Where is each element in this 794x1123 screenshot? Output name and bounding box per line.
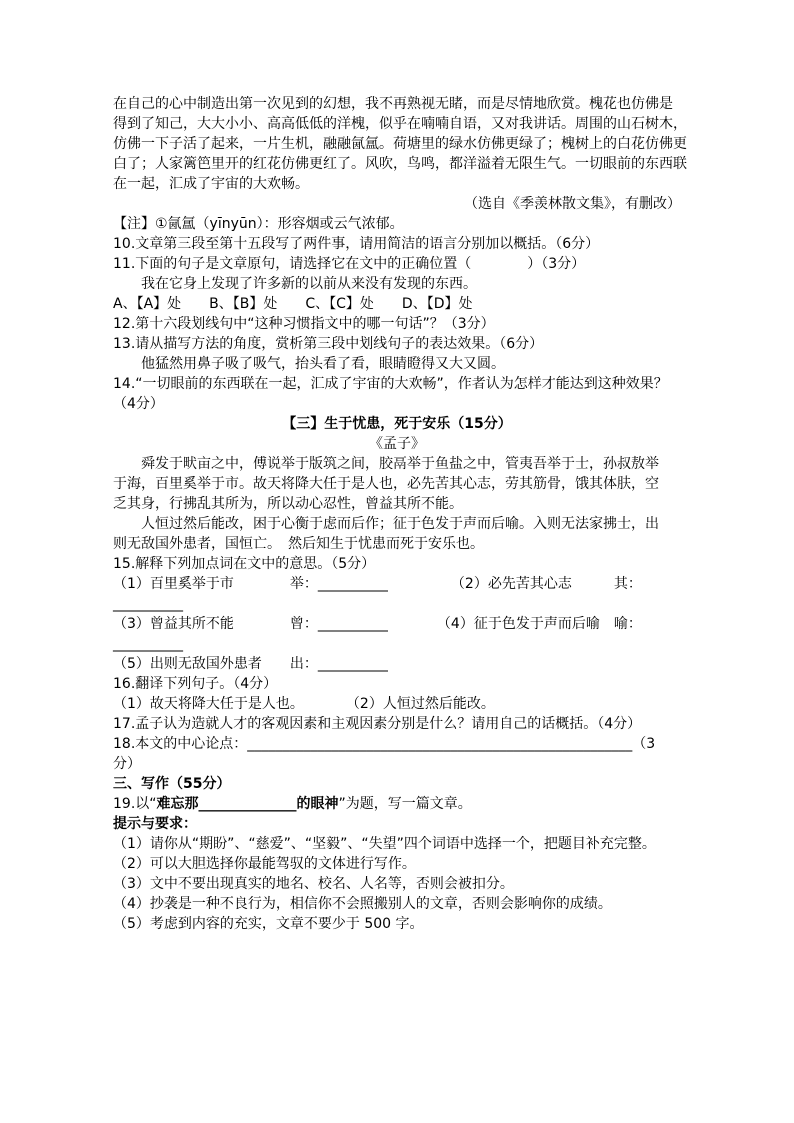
question-16-items: （1）故天将降大任于是人也。 （2）人恒过然后能改。: [113, 696, 495, 712]
answer-blank: __________: [113, 596, 183, 612]
hint-4: （4）抄袭是一种不良行为，相信你不会照搬别人的文章，否则会影响你的成绩。: [113, 896, 612, 912]
question-12: 12.第十六段划线句中“这种习惯指文中的哪一句话”？（3分）: [113, 316, 495, 332]
question-14: 14.“一切眼前的东西联在一起，汇成了宇宙的大欢畅”，作者认为怎样才能达到这种效果？: [113, 376, 668, 392]
passage-source-title: 《孟子》: [369, 436, 425, 452]
classical-passage-line: 则无敌国外患者，国恒亡。 然后知生于忧患而死于安乐也。: [113, 536, 484, 552]
passage-line: 白了；人家篱笆里开的红花仿佛更红了。风吹，鸟鸣，都洋溢着无限生气。一切眼前的东西联: [113, 156, 687, 172]
passage-line: 得到了知己，大大小小、高高低低的洋槐，似乎在喃喃自语，又对我讲话。周围的山石树木，: [113, 116, 687, 132]
answer-blank: __________: [113, 636, 183, 652]
passage-line: 在自己的心中制造出第一次见到的幻想，我不再熟视无睹，而是尽情地欣赏。槐花也仿佛是: [113, 96, 673, 112]
question-15: 15.解释下列加点词在文中的意思。（5分）: [113, 556, 376, 572]
passage-line: 仿佛一下子活了起来，一片生机，融融氤氲。荷塘里的绿水仿佛更绿了；槐树上的白花仿佛更: [113, 136, 687, 152]
question-15-item-3-4: （3）曾益其所不能 曾：__________ （4）征于色发于声而后喻 喻：: [113, 616, 642, 632]
question-19-title-blank: 难忘那______________的眼神: [156, 796, 339, 812]
question-11: 11.下面的句子是文章原句，请选择它在文中的正确位置（ ）（3分）: [113, 256, 586, 272]
question-16: 16.翻译下列句子。（4分）: [113, 676, 278, 692]
question-11-quoted-sentence: 我在它身上发现了许多新的以前从来没有发现的东西。: [113, 276, 477, 292]
question-18: 18.本文的中心论点：_______________________________________________________（3: [113, 736, 656, 752]
question-18-wrap: 分）: [113, 756, 141, 772]
question-19-suffix: ”为题，写一篇文章。: [338, 796, 472, 812]
section-three-title: 【三】生于忧患，死于安乐（15分）: [282, 416, 512, 432]
classical-passage-line: 人恒过然后能改，困于心衡于虑而后作；征于色发于声而后喻。入则无法家拂士，出: [113, 516, 659, 532]
classical-passage-line: 舜发于畎亩之中，傅说举于版筑之间，胶鬲举于鱼盐之中，管夷吾举于士，孙叔敖举: [113, 456, 659, 472]
question-10: 10.文章第三段至第十五段写了两件事，请用简洁的语言分别加以概括。（6分）: [113, 236, 600, 252]
question-13-quoted-sentence: 他猛然用鼻子吸了吸气，抬头看了看，眼睛瞪得又大又圆。: [113, 356, 505, 372]
classical-passage-line: 于海，百里奚举于市。故天将降大任于是人也，必先苦其心志，劳其筋骨，饿其体肤，空: [113, 476, 659, 492]
question-14-score: （4分）: [113, 396, 164, 412]
hint-1: （1）请你从“期盼”、“慈爱”、“坚毅”、“失望”四个词语中选择一个，把题目补充完整。: [113, 836, 656, 852]
hint-5: （5）考虑到内容的充实，文章不要少于 500 字。: [113, 916, 424, 932]
question-19: [113, 794, 681, 814]
question-15-item-5: （5）出则无敌国外患者 出：__________: [113, 656, 388, 672]
passage-line: 在一起，汇成了宇宙的大欢畅。: [113, 176, 309, 192]
question-17: 17.孟子认为造就人才的客观因素和主观因素分别是什么？请用自己的话概括。（4分）: [113, 716, 642, 732]
source-attribution: （选自《季羡林散文集》，有删改）: [464, 196, 681, 212]
question-19-prefix: 19.以“: [113, 796, 157, 812]
hint-3: （3）文中不要出现真实的地名、校名、人名等，否则会被扣分。: [113, 876, 514, 892]
question-15-item-1-2: （1）百里奚举于市 举：__________ （2）必先苦其心志 其：: [113, 576, 642, 592]
question-11-options: A、【A】处 B、【B】处 C、【C】处 D、【D】处: [113, 296, 473, 312]
note-line: 【注】①氤氲（yīnyūn）：形容烟或云气浓郁。: [113, 216, 404, 232]
hint-2: （2）可以大胆选择你最能驾驭的文体进行写作。: [113, 856, 416, 872]
question-13: 13.请从描写方法的角度，赏析第三段中划线句子的表达效果。（6分）: [113, 336, 544, 352]
hints-header: 提示与要求：: [113, 816, 197, 832]
classical-passage-line: 乏其身，行拂乱其所为，所以动心忍性，曾益其所不能。: [113, 496, 463, 512]
writing-section-header: 三、写作（55分）: [113, 776, 231, 792]
